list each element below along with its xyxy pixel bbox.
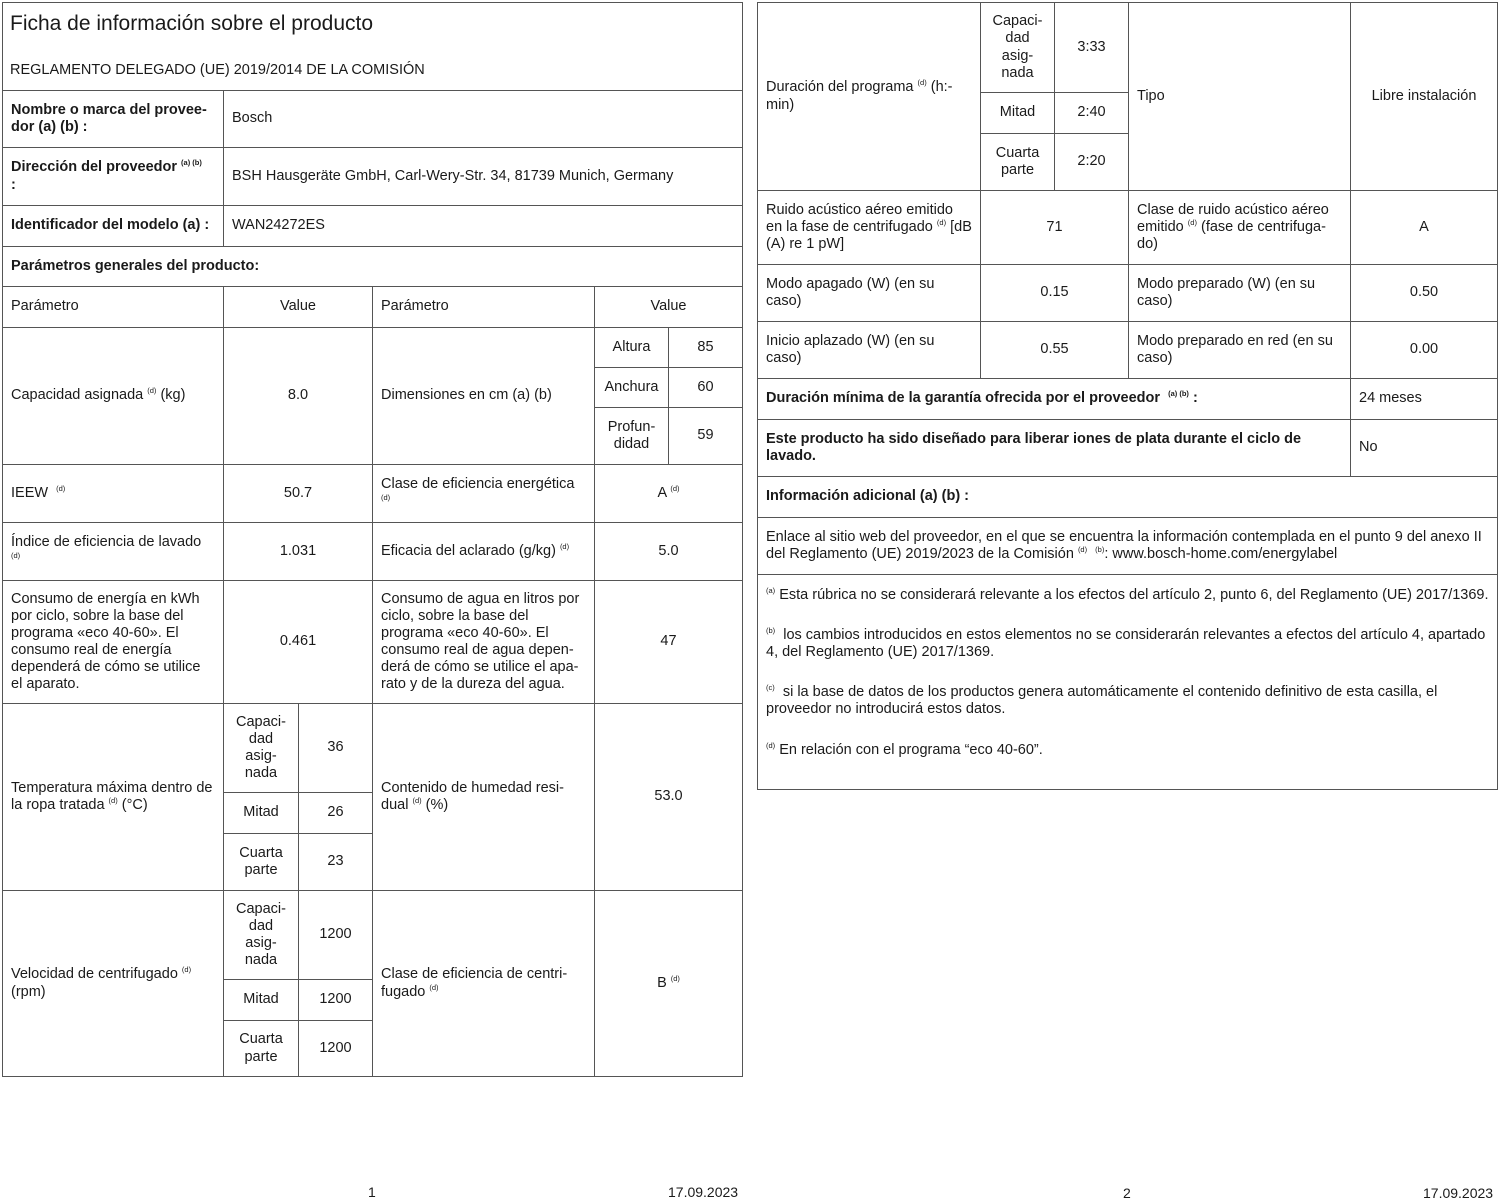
- off-mode-label: Modo apagado (W) (en su caso): [757, 264, 981, 322]
- supplier-address-value: BSH Hausgeräte GmbH, Carl-Wery-Str. 34, 81739 Munich, Germany: [223, 147, 743, 206]
- wash-efficiency-value: 1.031: [223, 522, 373, 581]
- spin-speed-label: Velocidad de centrifugado $^{(d)}$ (rpm): [2, 890, 224, 1077]
- temp-quarter-label: Cuarta parte: [223, 833, 299, 891]
- warranty-value: 24 meses: [1350, 378, 1498, 420]
- energy-consumption-label: Consumo de energía en kWh por ciclo, sobre la base del programa «eco 40-60». El consumo real de energía dependerá de cómo se utilice el aparato.: [2, 580, 224, 704]
- model-value: WAN24272ES: [223, 205, 743, 247]
- temp-half-value: 26: [298, 792, 373, 834]
- temp-quarter-value: 23: [298, 833, 373, 891]
- rinse-value: 5.0: [594, 522, 743, 581]
- col-header-param-1: Parámetro: [2, 286, 224, 328]
- water-consumption-label: Consumo de agua en litros por ciclo, sobre la base del programa «eco 40-60». El consumo real de agua depen-derá de cómo se utilice el apa-rato y de la dureza del agua.: [372, 580, 595, 704]
- depth-value: 59: [668, 407, 743, 465]
- footnotes-block: [757, 574, 1498, 790]
- height-value: 85: [668, 327, 743, 368]
- standby-label: Modo preparado (W) (en su caso): [1128, 264, 1351, 322]
- dimensions-label: Dimensiones en cm (a) (b): [372, 327, 595, 465]
- spin-quarter-value: 1200: [298, 1020, 373, 1077]
- noise-class-label: Clase de ruido acústico aéreo emitido $^{(d)}$ (fase de centrifuga-do): [1128, 190, 1351, 265]
- capacity-value: 8.0: [223, 327, 373, 465]
- duration-quarter-value: 2:20: [1054, 133, 1129, 191]
- width-value: 60: [668, 367, 743, 408]
- date-1: 17.09.2023: [668, 1184, 739, 1200]
- network-standby-value: 0.00: [1350, 321, 1498, 379]
- supplier-website-text: Enlace al sitio web del proveedor, en el que se encuentra la información contemplada en el punto 9 del anexo II del Reglamento (UE) 2019/2023 de la Comisión $^{(d)}$ $^{(b)}$: www.bosch-home.com/energylabel: [757, 517, 1498, 575]
- spin-rated-value: 1200: [298, 890, 373, 980]
- off-mode-value: 0.15: [980, 264, 1129, 322]
- moisture-label: Contenido de humedad resi-dual $^{(d)}$ (%): [372, 703, 595, 891]
- height-label: Altura: [594, 327, 669, 368]
- page-number-2: 2: [1123, 1185, 1131, 1201]
- duration-rated-value: 3:33: [1054, 2, 1129, 93]
- noise-value: 71: [980, 190, 1129, 265]
- silver-ions-label: Este producto ha sido diseñado para liberar iones de plata durante el ciclo de lavado.: [757, 419, 1351, 477]
- duration-label: Duración del programa $^{(d)}$ (h:-min): [757, 2, 981, 191]
- energy-class-label: Clase de eficiencia energética $^{(d)}$: [372, 464, 595, 523]
- duration-rated-label: Capaci-dad asig-nada: [980, 2, 1055, 93]
- footnote-a: $^{(a)}$ Esta rúbrica no se considerará relevante a los efectos del artículo 2, punto 6, del Reglamento (UE) 2017/1369.: [766, 586, 1489, 603]
- duration-half-label: Mitad: [980, 92, 1055, 134]
- duration-half-value: 2:40: [1054, 92, 1129, 134]
- date-2: 17.09.2023: [1423, 1185, 1494, 1201]
- eei-value: 50.7: [223, 464, 373, 523]
- standby-value: 0.50: [1350, 264, 1498, 322]
- additional-info-heading: Información adicional (a) (b) :: [757, 476, 1498, 518]
- energy-class-value: A $^{(d)}$: [594, 464, 743, 523]
- col-header-value-2: Value: [594, 286, 743, 328]
- regulation-text: REGLAMENTO DELEGADO (UE) 2019/2014 DE LA COMISIÓN: [10, 62, 425, 78]
- wash-efficiency-label: Índice de eficiencia de lavado $^{(d)}$: [2, 522, 224, 581]
- type-value: Libre instalación: [1350, 2, 1498, 191]
- energy-consumption-value: 0.461: [223, 580, 373, 704]
- capacity-label: Capacidad asignada $^{(d)}$ (kg): [2, 327, 224, 465]
- footnote-b: $^{(b)}$ los cambios introducidos en estos elementos no se considerarán relevantes a efectos del artículo 4, apartado 4, del Reglamento (UE) 2017/1369.: [766, 626, 1486, 661]
- noise-label: Ruido acústico aéreo emitido en la fase de centrifugado $^{(d)}$ [dB (A) re 1 pW]: [757, 190, 981, 265]
- temp-half-label: Mitad: [223, 792, 299, 834]
- moisture-value: 53.0: [594, 703, 743, 891]
- spin-half-value: 1200: [298, 979, 373, 1021]
- width-label: Anchura: [594, 367, 669, 408]
- footnote-d: $^{(d)}$ En relación con el programa “eco 40-60”.: [766, 740, 1043, 758]
- energy-label-link[interactable]: : www.bosch-home.com/energylabel: [1104, 546, 1338, 562]
- water-consumption-value: 47: [594, 580, 743, 704]
- temperature-label: Temperatura máxima dentro de la ropa tratada $^{(d)}$ (°C): [2, 703, 224, 891]
- general-params-heading: Parámetros generales del producto:: [2, 246, 743, 287]
- delay-start-label: Inicio aplazado (W) (en su caso): [757, 321, 981, 379]
- spin-half-label: Mitad: [223, 979, 299, 1021]
- supplier-address-label: Dirección del proveedor $^{(a) (b)}$ :: [2, 147, 224, 206]
- duration-quarter-label: Cuarta parte: [980, 133, 1055, 191]
- model-label: Identificador del modelo (a) :: [2, 205, 224, 247]
- rinse-label: Eficacia del aclarado (g/kg) $^{(d)}$: [372, 522, 595, 581]
- page-title: Ficha de información sobre el producto: [10, 12, 374, 35]
- network-standby-label: Modo preparado en red (en su caso): [1128, 321, 1351, 379]
- noise-class-value: A: [1350, 190, 1498, 265]
- spin-class-value: B $^{(d)}$: [594, 890, 743, 1077]
- temp-rated-label: Capaci-dad asig-nada: [223, 703, 299, 793]
- eei-label: IEEW $^{(d)}$: [2, 464, 224, 523]
- supplier-name-value: Bosch: [223, 90, 743, 148]
- footnote-c: $^{(c)}$ si la base de datos de los productos genera automáticamente el contenido definitivo de esta casilla, el proveedor no introducirá estos datos.: [766, 683, 1438, 718]
- page-number-1: 1: [368, 1184, 376, 1200]
- silver-ions-value: No: [1350, 419, 1498, 477]
- col-header-value-1: Value: [223, 286, 373, 328]
- depth-label: Profun-didad: [594, 407, 669, 465]
- spin-rated-label: Capaci-dad asig-nada: [223, 890, 299, 980]
- type-label: Tipo: [1128, 2, 1351, 191]
- spin-quarter-label: Cuarta parte: [223, 1020, 299, 1077]
- delay-start-value: 0.55: [980, 321, 1129, 379]
- supplier-name-label: Nombre o marca del provee-dor (a) (b) :: [2, 90, 224, 148]
- col-header-param-2: Parámetro: [372, 286, 595, 328]
- temp-rated-value: 36: [298, 703, 373, 793]
- warranty-label: Duración mínima de la garantía ofrecida por el proveedor $^{(a) (b)}$ :: [757, 378, 1351, 420]
- spin-class-label: Clase de eficiencia de centri-fugado $^{(d)}$: [372, 890, 595, 1077]
